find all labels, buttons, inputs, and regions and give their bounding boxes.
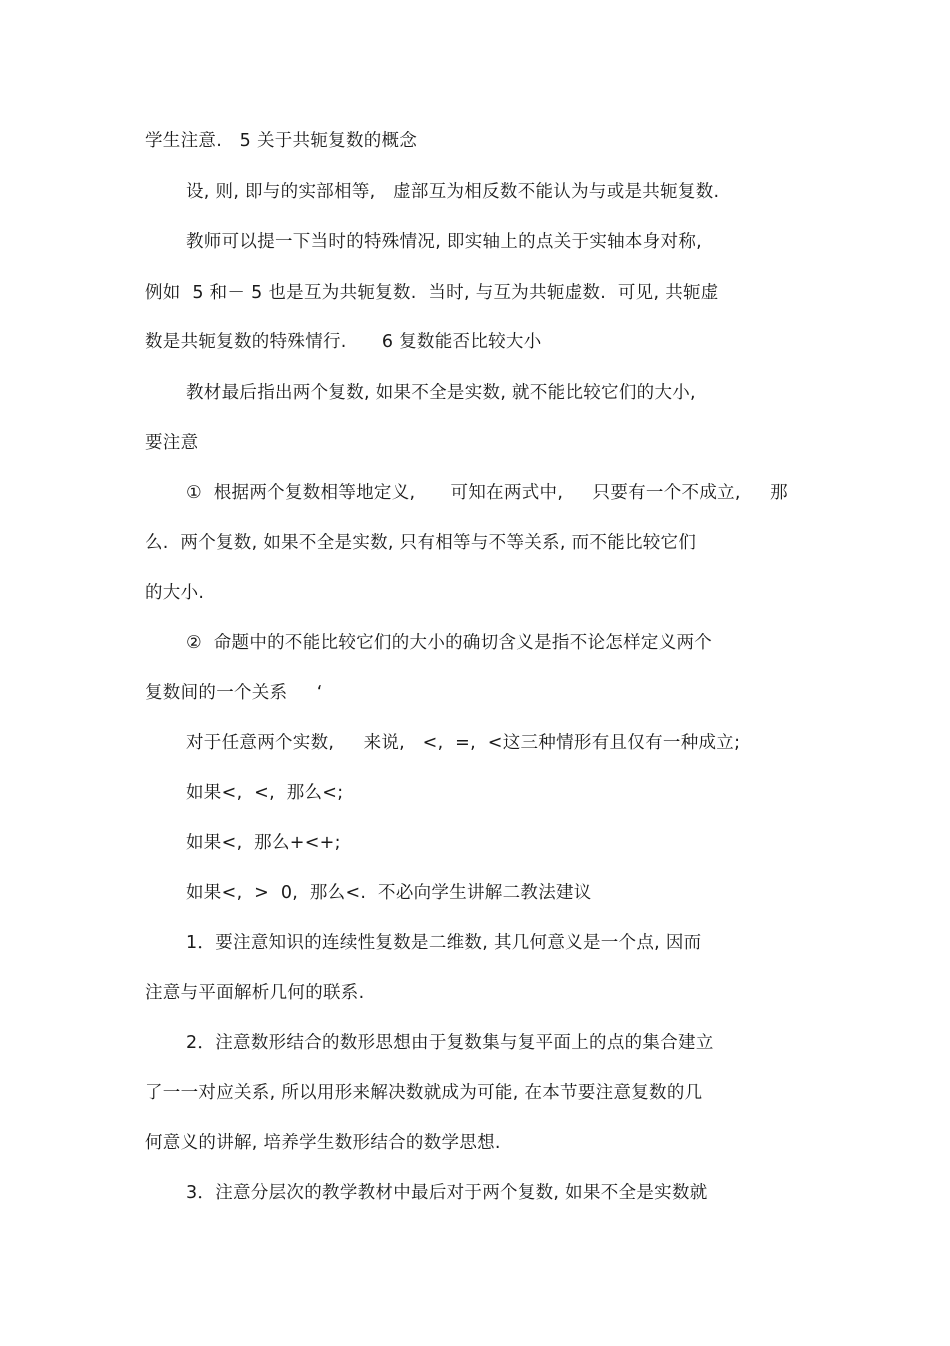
text-line: 何意义的讲解, 培养学生数形结合的数学思想. xyxy=(145,1133,501,1153)
text-line: 么. 两个复数, 如果不全是实数, 只有相等与不等关系, 而不能比较它们 xyxy=(145,533,697,553)
text-line: 如果<, <, 那么<; xyxy=(186,783,344,803)
text-line: 教师可以提一下当时的特殊情况, 即实轴上的点关于实轴本身对称, xyxy=(186,232,702,252)
text-line: 要注意 xyxy=(145,433,199,453)
text-line: 的大小. xyxy=(145,583,205,603)
text-line: 设, 则, 即与的实部相等, 虚部互为相反数不能认为与或是共轭复数. xyxy=(186,182,720,202)
text-line: 如果<, > 0, 那么<. 不必向学生讲解二教法建议 xyxy=(186,883,592,903)
text-line: 3．注意分层次的教学教材中最后对于两个复数, 如果不全是实数就 xyxy=(186,1183,708,1203)
text-line: 2．注意数形结合的数形思想由于复数集与复平面上的点的集合建立 xyxy=(186,1033,714,1053)
text-line: 了一一对应关系, 所以用形来解决数就成为可能, 在本节要注意复数的几 xyxy=(145,1083,703,1103)
text-line: 1．要注意知识的连续性复数是二维数, 其几何意义是一个点, 因而 xyxy=(186,933,702,953)
text-line: 例如 5 和－ 5 也是互为共轭复数. 当时, 与互为共轭虚数. 可见, 共轭虚 xyxy=(145,283,719,303)
text-line: 教材最后指出两个复数, 如果不全是实数, 就不能比较它们的大小, xyxy=(186,383,696,403)
text-line: 如果<, 那么+<+; xyxy=(186,833,341,853)
text-line: ② 命题中的不能比较它们的大小的确切含义是指不论怎样定义两个 xyxy=(186,633,713,653)
text-line: ① 根据两个复数相等地定义, 可知在两式中, 只要有一个不成立, 那 xyxy=(186,483,788,503)
text-line: 数是共轭复数的特殊情行. 6 复数能否比较大小 xyxy=(145,332,542,352)
text-line: 注意与平面解析几何的联系. xyxy=(145,983,365,1003)
text-line: 复数间的一个关系 ‘ xyxy=(145,683,323,703)
text-line: 对于任意两个实数, 来说, <, =, <这三种情形有且仅有一种成立; xyxy=(186,733,741,753)
text-line: 学生注意. 5 关于共轭复数的概念 xyxy=(145,131,418,151)
